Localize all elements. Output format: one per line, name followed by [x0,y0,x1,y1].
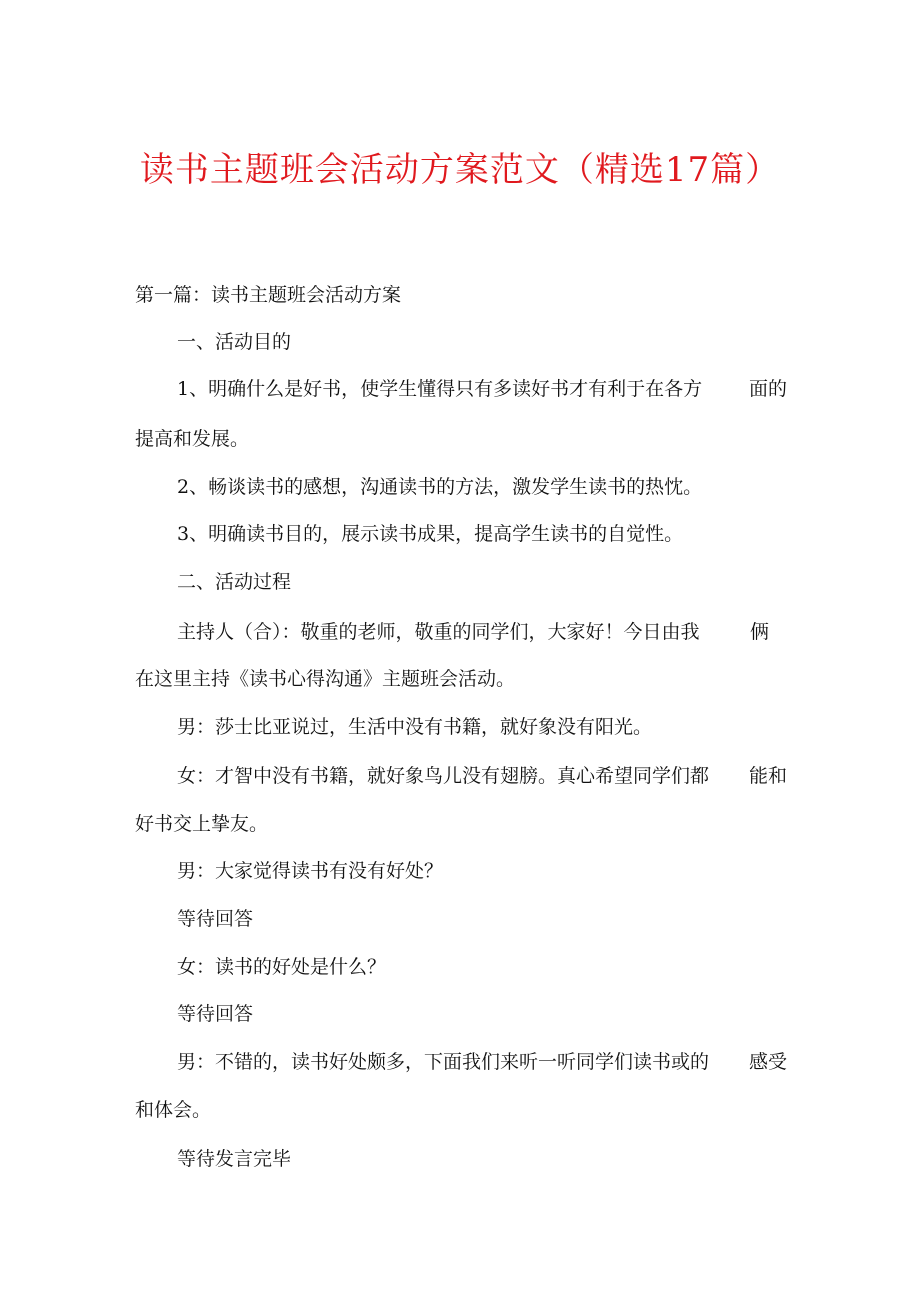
paragraph-line: 等待回答 [177,908,254,930]
section-heading-process: 二、活动过程 [177,571,292,593]
paragraph-line: 2、畅谈读书的感想，沟通读书的方法，激发学生读书的热忱。 [177,476,703,498]
text-segment: 女：才智中没有书籍，就好象鸟儿没有翅膀。真心希望同学们都 [177,765,710,787]
text-segment: 面的 [748,378,787,400]
document-title: 读书主题班会活动方案范文（精选17篇） [139,150,781,190]
paragraph-line [177,1049,787,1075]
paragraph-line: 提高和发展。 [135,428,250,450]
text-segment: 1、明确什么是好书，使学生懂得只有多读好书才有利于在各方 [177,378,703,400]
paragraph-line [177,376,787,402]
text-segment: 男：不错的，读书好处颇多，下面我们来听一听同学们读书或的 [177,1051,710,1073]
paragraph-line: 女：读书的好处是什么？ [177,956,387,978]
paragraph-line: 在这里主持《读书心得沟通》主题班会活动。 [135,668,516,690]
paragraph-line [177,763,787,789]
paragraph-line [177,619,769,645]
paragraph-line: 男：莎士比亚说过，生活中没有书籍，就好象没有阳光。 [177,716,653,738]
section-heading-chapter-1: 第一篇：读书主题班会活动方案 [135,284,402,306]
text-segment: 能和 [748,765,787,787]
text-segment: 主持人（合）：敬重的老师，敬重的同学们，大家好！今日由我 [177,621,700,643]
paragraph-line: 3、明确读书目的，展示读书成果，提高学生读书的自觉性。 [177,523,684,545]
text-segment: 俩 [749,621,769,643]
paragraph-line: 和体会。 [135,1099,212,1121]
text-segment: 感受 [748,1051,787,1073]
section-heading-purpose: 一、活动目的 [177,331,292,353]
paragraph-line: 等待回答 [177,1003,254,1025]
paragraph-line: 等待发言完毕 [177,1148,292,1170]
paragraph-line: 男：大家觉得读书有没有好处？ [177,860,444,882]
paragraph-line: 好书交上挚友。 [135,813,269,835]
